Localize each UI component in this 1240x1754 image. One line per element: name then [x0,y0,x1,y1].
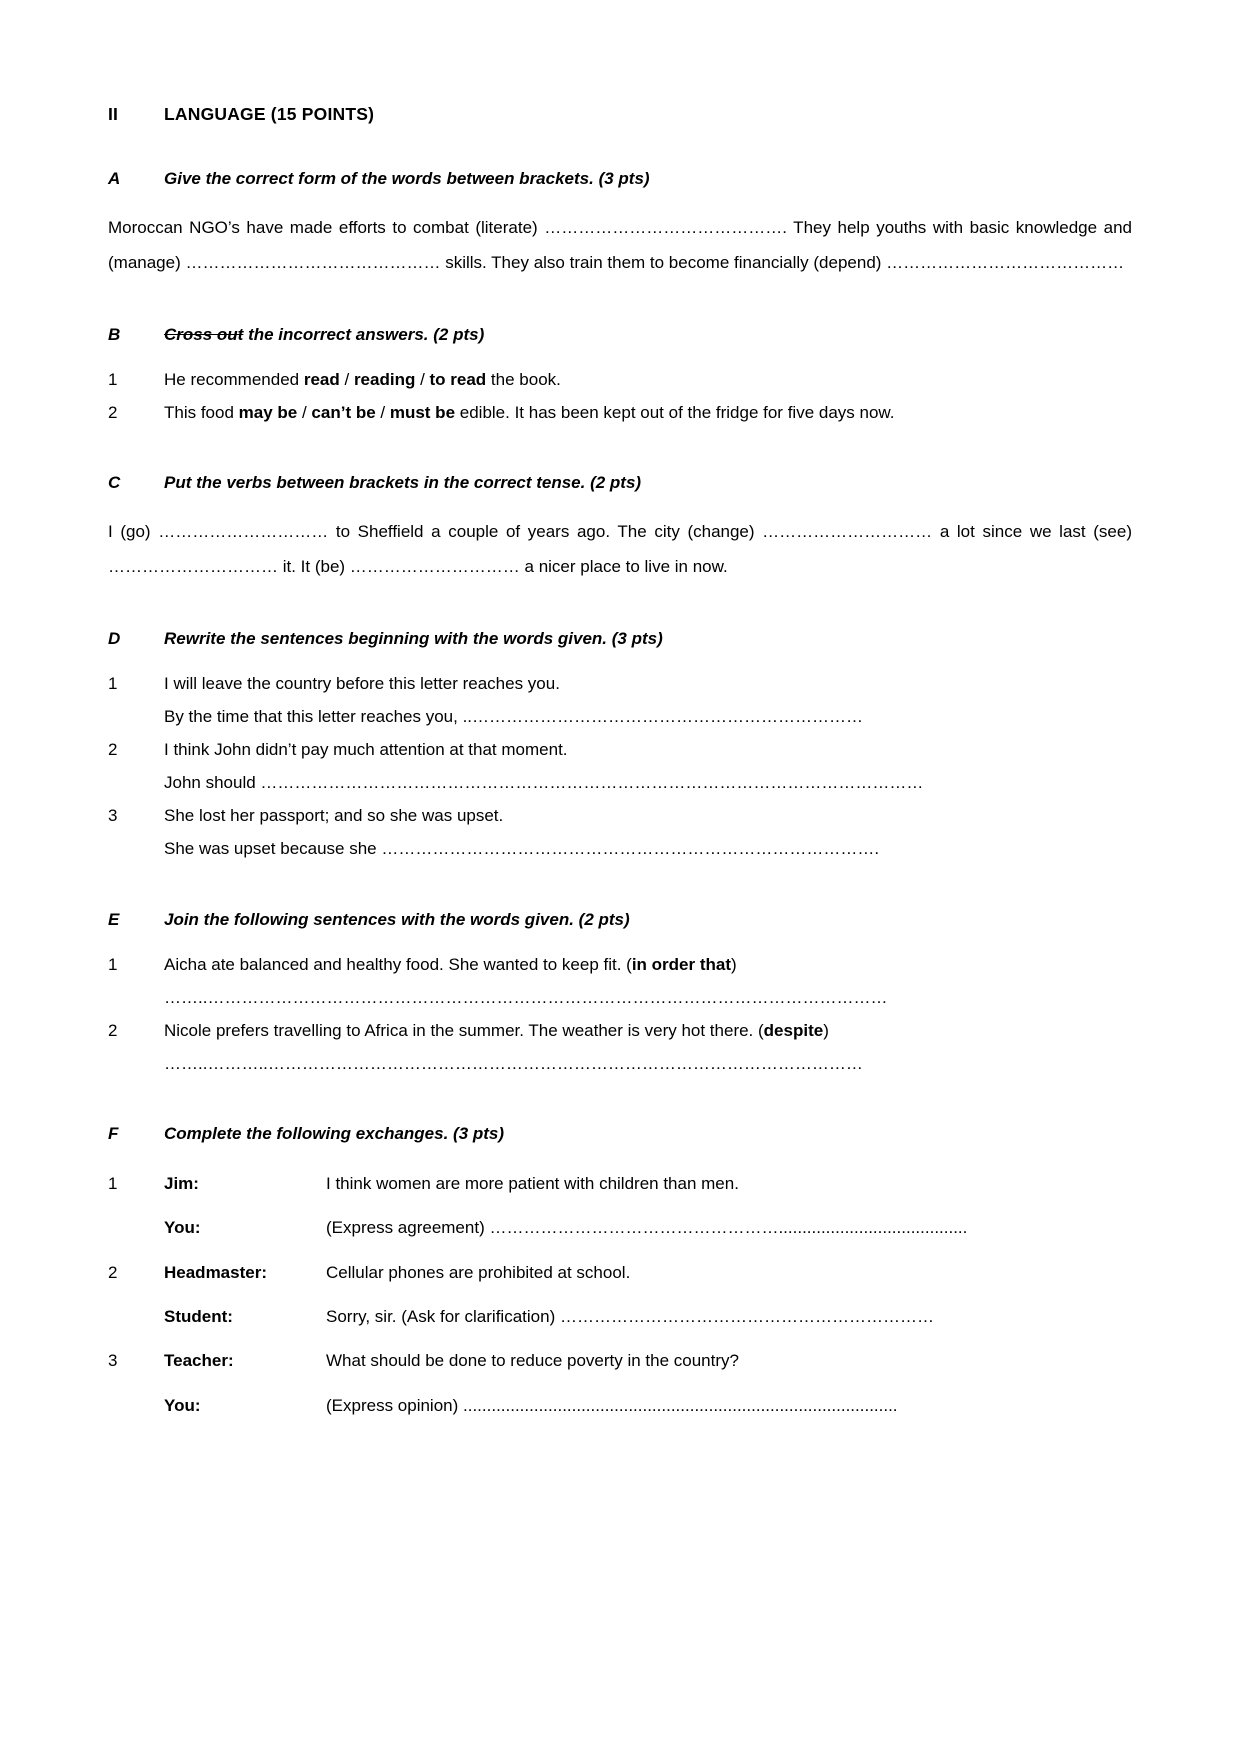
task-a-letter: A [108,169,121,188]
item-number: 1 [108,673,118,693]
answer-line[interactable]: (Express agreement) ……………………………………………........................................ [326,1218,968,1238]
exchange-row [108,1257,1132,1289]
task-e-instruction: Join the following sentences with the words given. (2 pts) [164,909,630,929]
item-number: 3 [108,1351,118,1371]
option-3[interactable]: must be [389,402,456,422]
task-e-items [108,948,1132,1081]
item-pre: Aicha ate balanced and healthy food. She wanted to keep fit. ( [164,954,632,974]
item-number: 2 [108,402,118,422]
item-pre: Nicole prefers travelling to Africa in the summer. The weather is very hot there. ( [164,1020,764,1040]
task-b-instruction-rest: the incorrect answers. (2 pts) [243,324,485,344]
item-number: 2 [108,739,118,759]
answer-line[interactable]: John should ……………………………………………………………………………………………………… [164,773,924,793]
task-f-heading [108,1124,1132,1144]
option-1[interactable]: read [303,369,340,389]
task-f-exchanges [108,1168,1132,1422]
task-a-paragraph: Moroccan NGO’s have made efforts to combat (literate) ……………………………………. They help youths with basic knowledge and (manage) ……………………………………… skills. They also train them to become financially (depend) …………………………………… [108,218,1132,272]
task-d-letter: D [108,628,121,648]
answer-line[interactable]: She was upset because she ……………………………………………………………………………. [164,839,880,859]
item-number: 1 [108,954,118,974]
speaker-label: Jim: [164,1174,199,1194]
section-numeral: II [108,104,119,124]
item-sentence: I will leave the country before this letter reaches you. [164,673,560,693]
task-b-heading [108,325,1132,345]
answer-line[interactable]: ……..………………………………………………………………………………………………………… [164,987,888,1007]
exchange-response-row [108,1301,1132,1333]
task-f-letter: F [108,1124,119,1144]
item-post: ) [731,954,737,974]
list-item [108,396,1132,429]
section-title-text: LANGUAGE (15 POINTS) [164,104,375,124]
answer-line[interactable]: ……..………..…………………………………………………………………………………………… [164,1053,863,1073]
option-2[interactable]: reading [353,369,416,389]
item-sentence: She lost her passport; and so she was upset. [164,806,504,826]
answer-line[interactable]: Sorry, sir. (Ask for clarification) ………………………………………………………… [326,1306,934,1326]
item-number-spacer [108,1212,164,1244]
speaker-line: Cellular phones are prohibited at school. [326,1262,631,1282]
answer-line[interactable]: (Express opinion) ............................................................................................ [326,1395,898,1415]
task-a-instruction: Give the correct form of the words between brackets. (3 pts) [164,169,650,188]
speaker-label: Teacher: [164,1351,234,1371]
exchange-row [108,1168,1132,1200]
task-b-letter: B [108,324,121,344]
exchange-response-row [108,1390,1132,1422]
speaker-label: Headmaster: [164,1262,267,1282]
item-post: edible. It has been kept out of the fridge for five days now. [455,402,895,422]
task-e-letter: E [108,909,120,929]
item-post: the book. [486,369,561,389]
task-c-heading [108,473,1132,493]
task-d-instruction: Rewrite the sentences beginning with the words given. (3 pts) [164,628,663,648]
item-text [164,948,1132,981]
task-d-items [108,667,1132,866]
task-b-instruction-strike: Cross out [164,324,244,344]
option-1[interactable]: may be [238,402,298,422]
task-c-letter: C [108,472,121,492]
speaker-line: What should be done to reduce poverty in the country? [326,1351,739,1371]
list-item [108,733,1132,766]
item-number: 1 [108,1174,118,1194]
speaker-label: You: [164,1218,201,1238]
list-item [108,948,1132,981]
list-item [108,363,1132,396]
item-number: 2 [108,1262,118,1282]
task-d-heading [108,629,1132,649]
speaker-label: You: [164,1395,201,1415]
exchange-row [108,1345,1132,1377]
item-text [164,396,1132,429]
item-sentence: I think John didn’t pay much attention at that moment. [164,739,568,759]
task-c-instruction: Put the verbs between brackets in the correct tense. (2 pts) [164,472,642,492]
task-a-heading [108,169,1132,189]
item-number: 3 [108,806,118,826]
item-pre: This food [164,402,239,422]
answer-line[interactable]: By the time that this letter reaches you, ..…………………………………………………………… [164,706,864,726]
task-e-heading [108,910,1132,930]
sep-1: / [339,369,354,389]
list-item [108,799,1132,832]
section-heading [108,104,1132,125]
sep-2: / [415,369,430,389]
item-number-spacer [108,1390,164,1422]
speaker-line: I think women are more patient with children than men. [326,1174,739,1194]
item-post: ) [823,1020,829,1040]
list-item [108,1014,1132,1047]
task-f-instruction: Complete the following exchanges. (3 pts) [164,1124,505,1144]
item-number: 2 [108,1020,118,1040]
sep-1: / [297,402,312,422]
item-pre: He recommended [164,369,304,389]
exchange-response-row [108,1212,1132,1244]
option-2[interactable]: can’t be [311,402,376,422]
task-b-instruction [164,325,484,345]
task-b-items [108,363,1132,429]
item-text [164,363,1132,396]
cue-word: despite [763,1020,824,1040]
sep-2: / [375,402,390,422]
item-number-spacer [108,1301,164,1333]
speaker-label: Student: [164,1306,233,1326]
list-item [108,667,1132,700]
task-c-paragraph: I (go) ………………………… to Sheffield a couple of years ago. The city (change) ………………………… a lot since we last (see) ………………………… it. It (be) ………………………… a nicer place to live in now. [108,521,1132,576]
item-text [164,1014,1132,1047]
option-3[interactable]: to read [429,369,487,389]
cue-word: in order that [631,954,731,974]
item-number: 1 [108,369,118,389]
